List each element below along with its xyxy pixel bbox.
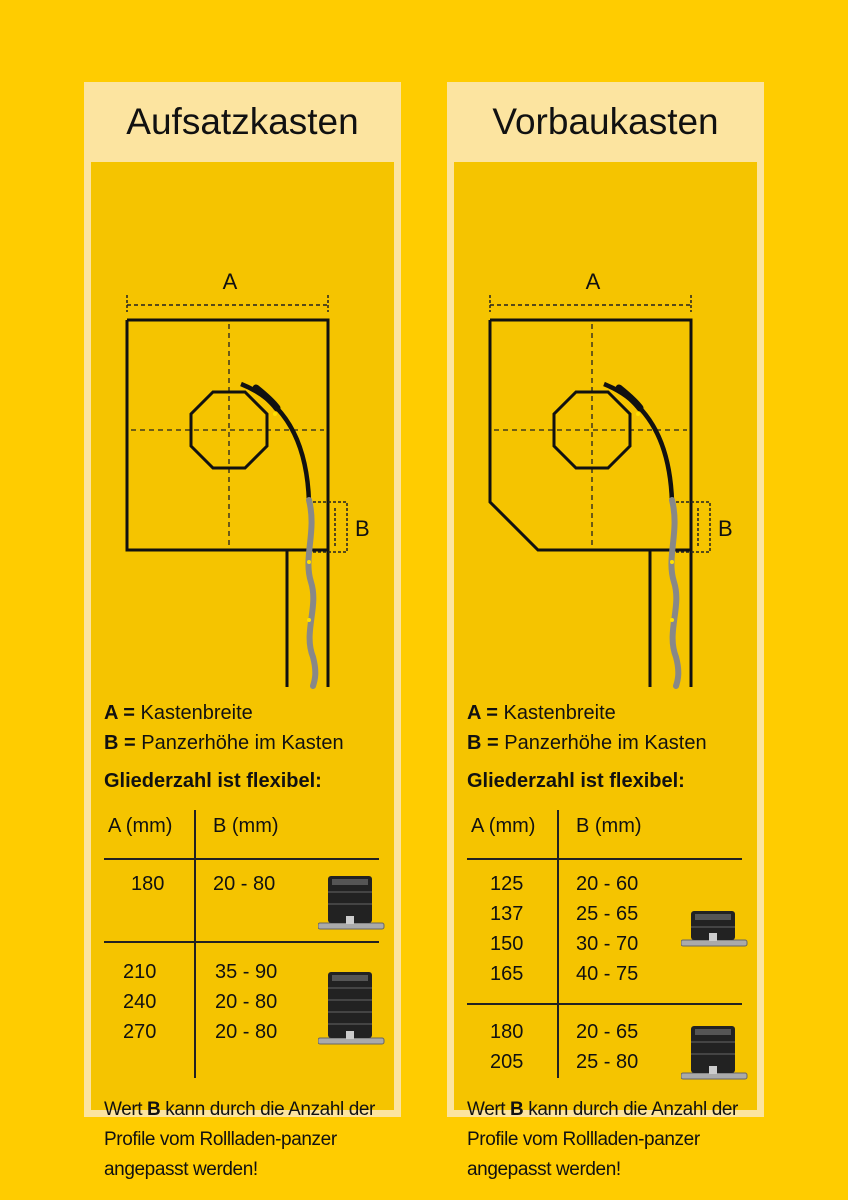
shutter-profile-small-icon [318,872,386,932]
shutter-profile-medium-icon [681,1022,749,1082]
table-divider-group [467,1003,742,1005]
box-outline [490,320,691,550]
legend-a: A = Kastenbreite [467,702,616,724]
panel-vorbaukasten [447,82,764,1180]
table-divider-header [104,858,379,860]
octagonal-shaft [191,392,267,468]
table-divider-vertical [557,810,559,1078]
legend-a: A = Kastenbreite [104,702,253,724]
dimension-a-label: A [585,269,601,294]
box-outline [127,320,328,550]
flex-label: Gliederzahl ist flexibel: [467,770,685,792]
col-header-a: A (mm) [471,815,536,837]
legend [467,698,707,758]
col-header-a: A (mm) [108,815,173,837]
dimension-b [313,502,370,552]
flex-label: Gliederzahl ist flexibel: [104,770,322,792]
table-divider-header [467,858,742,860]
shutter-curtain [241,384,315,686]
panel-title: Aufsatzkasten [126,101,359,142]
panel-content [91,162,394,1180]
legend [104,698,344,758]
group2-b-values: 20 - 65 25 - 80 [576,1021,639,1073]
adjustment-note: Wert B kann durch die Anzahl der Profile vom Rollladen-panzer angepasst werden! [467,1099,738,1180]
aufsatzkasten-diagram [91,162,394,692]
shutter-curtain [604,384,678,686]
group1-a-values: 125 137 150 165 [490,873,524,985]
shutter-profile-small-icon [681,907,749,949]
table-divider-vertical [194,810,196,1078]
shutter-profile-large-icon [318,968,386,1048]
dimension-a [127,269,328,312]
dimension-b-label: B [718,516,733,541]
group2-a-values: 210 240 270 [123,961,157,1043]
panel-aufsatzkasten [84,82,401,1180]
col-header-b: B (mm) [213,815,279,837]
panel-title: Vorbaukasten [492,101,719,142]
legend-b: B = Panzerhöhe im Kasten [467,732,707,754]
group1-b-values: 20 - 60 25 - 65 30 - 70 40 - 75 [576,873,639,985]
octagonal-shaft [554,392,630,468]
legend-b: B = Panzerhöhe im Kasten [104,732,344,754]
dimension-b-label: B [355,516,370,541]
group1-a-values: 180 [131,873,165,895]
adjustment-note: Wert B kann durch die Anzahl der Profile vom Rollladen-panzer angepasst werden! [104,1099,375,1180]
group2-b-values: 35 - 90 20 - 80 20 - 80 [215,961,278,1043]
group1-b-values: 20 - 80 [213,873,276,895]
vorbaukasten-diagram [454,162,757,692]
group2-a-values: 180 205 [490,1021,524,1073]
col-header-b: B (mm) [576,815,642,837]
table-divider-group [104,941,379,943]
dimension-a-label: A [222,269,238,294]
dimension-b [676,502,733,552]
dimension-a [490,269,691,312]
panel-content [454,162,757,1180]
